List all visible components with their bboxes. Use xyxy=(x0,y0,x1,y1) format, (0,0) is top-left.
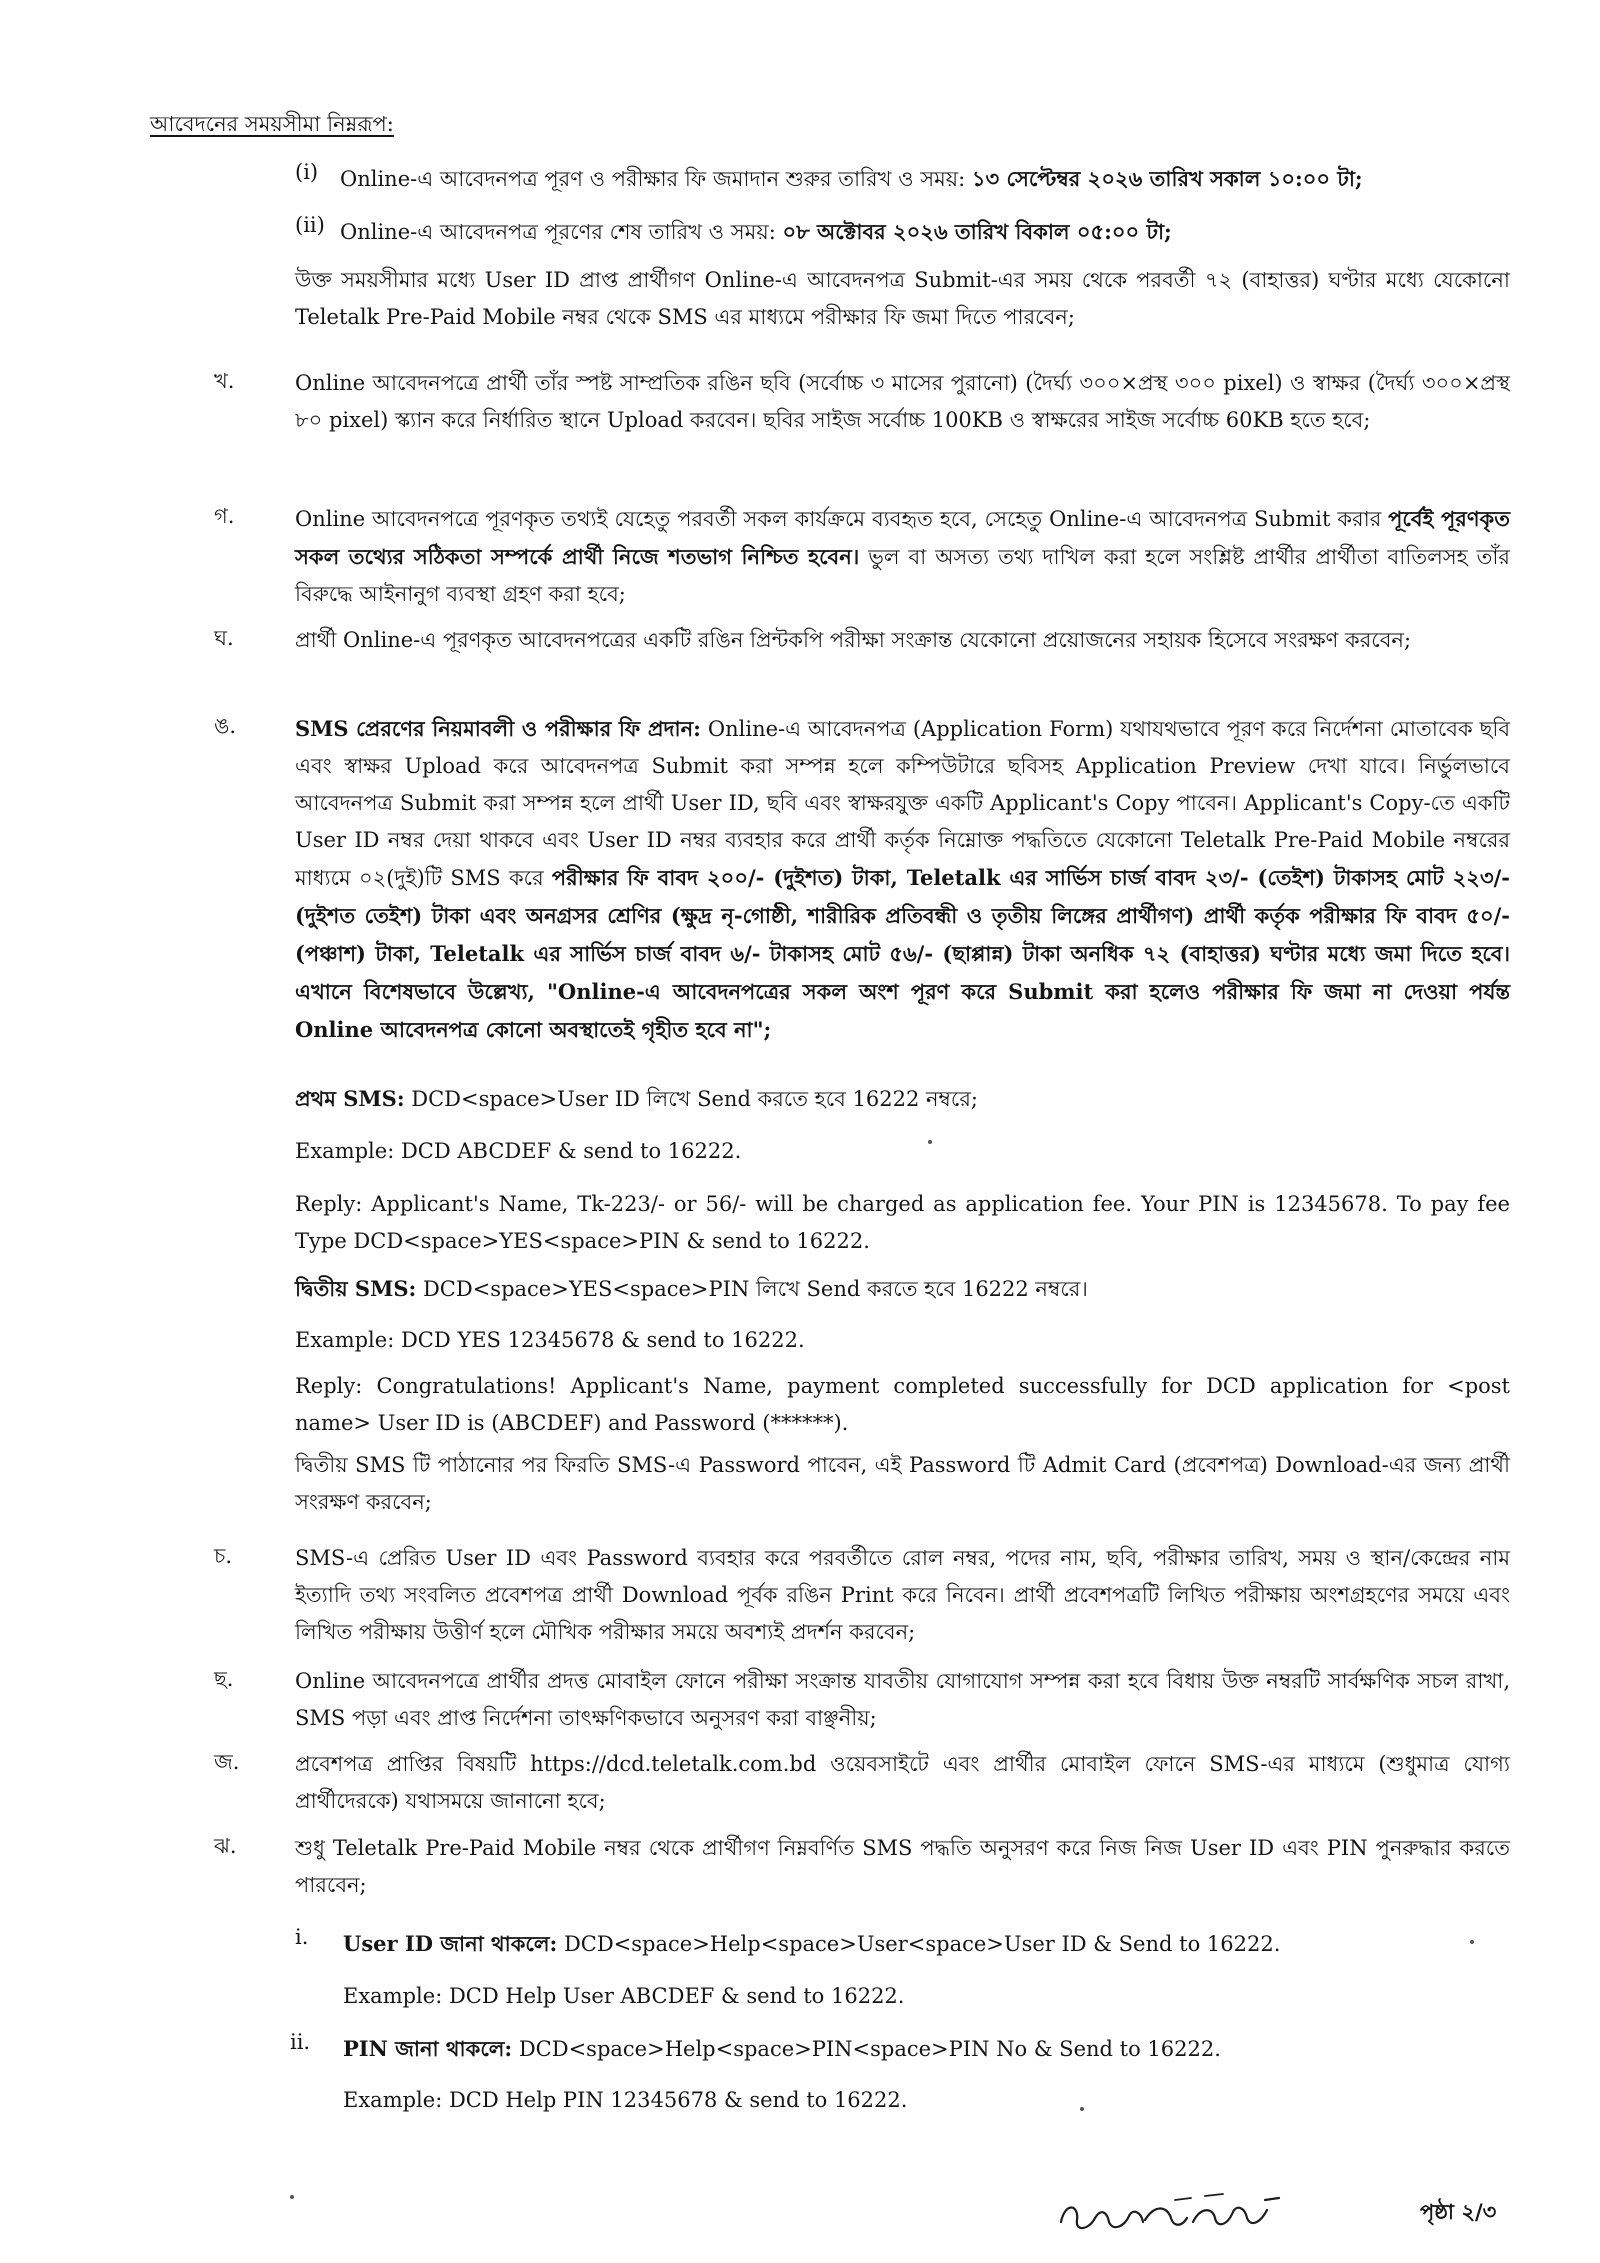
deadline-i-date: ১৩ সেপ্টেম্বর ২০২৬ তারিখ সকাল ১০:০০ টা; xyxy=(971,166,1363,191)
second-sms-example: Example: DCD YES 12345678 & send to 16222. xyxy=(295,1328,805,1352)
deadline-i-marker: (i) xyxy=(295,160,319,184)
recovery-i-marker: i. xyxy=(295,1925,309,1949)
item-ga-text-a: Online আবেদনপত্রে পূরণকৃত তথ্যই যেহেতু পরবর্তী সকল কার্যক্রমে ব্যবহৃত হবে, সেহেতু Online-এ আবেদনপত্র Submit করার xyxy=(295,507,1382,531)
item-ga-text-b: ভুল বা অসত্য তথ্য দাখিল করা হলে সংশ্লিষ্ট প্রার্থীর প্রার্থীতা বাতিলসহ তাঁর বিরুদ্ধে আইনানুগ ব্যবস্থা গ্রহণ করা হবে; xyxy=(295,545,1510,606)
second-sms-note: দ্বিতীয় SMS টি পাঠানোর পর ফিরতি SMS-এ Password পাবেন, এই Password টি Admit Card (প্রবেশপত্র) Download-এর জন্য প্রার্থী সংরক্ষণ করবেন; xyxy=(295,1453,1510,1514)
deadline-ii xyxy=(340,213,1510,251)
second-sms-line xyxy=(295,1270,1510,1308)
recovery-ii-text: DCD<space>Help<space>PIN<space>PIN No & Send to 16222. xyxy=(518,2037,1221,2061)
first-sms-text: DCD<space>User ID লিখে Send করতে হবে 16222 নম্বরে; xyxy=(411,1087,978,1111)
item-kha-text: Online আবেদনপত্রে প্রার্থী তাঁর স্পষ্ট সাম্প্রতিক রঙিন ছবি (সর্বোচ্চ ৩ মাসের পুরানো) (দৈর্ঘ্য ৩০০×প্রস্থ ৩০০ pixel) ও স্বাক্ষর (দৈর্ঘ্য ৩০০×প্রস্থ ৮০ pixel) স্ক্যান করে নির্ধারিত স্থানে Upload করবেন। ছবির সাইজ সর্বোচ্চ 100KB ও স্বাক্ষরের সাইজ সর্বোচ্চ 60KB হতে হবে; xyxy=(295,371,1510,432)
item-chha-text: Online আবেদনপত্রে প্রার্থীর প্রদত্ত মোবাইল ফোনে পরীক্ষা সংক্রান্ত যাবতীয় যোগাযোগ সম্পন্ন করা হবে বিধায় উক্ত নম্বরটি সার্বক্ষণিক সচল রাখা, SMS পড়া এবং প্রাপ্ত নির্দেশনা তাৎক্ষণিকভাবে অনুসরণ করা বাঞ্ছনীয়; xyxy=(295,1669,1510,1730)
second-sms-label: দ্বিতীয় SMS: xyxy=(295,1276,417,1301)
item-ja-text: প্রবেশপত্র প্রাপ্তির বিষয়টি https://dcd.teletalk.com.bd ওয়েবসাইটে এবং প্রার্থীর মোবাইল ফোনে SMS-এর মাধ্যমে (শুধুমাত্র যোগ্য প্রার্থীদেরকে) যথাসময়ে জানানো হবে; xyxy=(295,1752,1510,1813)
item-gha-marker: ঘ. xyxy=(214,626,234,650)
recovery-ii-label: PIN জানা থাকলে: xyxy=(343,2036,513,2061)
scan-speck xyxy=(1080,2107,1084,2111)
item-gha-text: প্রার্থী Online-এ পূরণকৃত আবেদনপত্রের একটি রঙিন প্রিন্টকপি পরীক্ষা সংক্রান্ত যেকোনো প্রয়োজনের সহায়ক হিসেবে সংরক্ষণ করবেন; xyxy=(295,628,1412,652)
page-number: পৃষ্ঠা ২/৩ xyxy=(1420,2199,1497,2224)
deadline-ii-date: ০৮ অক্টোবর ২০২৬ তারিখ বিকাল ০৫:০০ টা; xyxy=(782,219,1172,244)
item-ga xyxy=(295,500,1510,613)
recovery-i-line xyxy=(343,1925,1513,1963)
item-kha-marker: খ. xyxy=(214,369,235,393)
recovery-i-example: Example: DCD Help User ABCDEF & send to 16222. xyxy=(343,1984,905,2008)
scan-speck xyxy=(928,1140,932,1144)
deadline-heading: আবেদনের সময়সীমা নিম্নরূপ: xyxy=(150,112,394,136)
item-jha-marker: ঝ. xyxy=(214,1834,237,1858)
recovery-ii-line xyxy=(343,2030,1513,2068)
item-ja-marker: জ. xyxy=(214,1750,240,1774)
recovery-ii-example: Example: DCD Help PIN 12345678 & send to 16222. xyxy=(343,2088,908,2112)
deadline-i xyxy=(340,160,1510,198)
second-sms-reply: Reply: Congratulations! Applicant's Name, payment completed successfully for DCD application for <post name> User ID is (ABCDEF) and Password (******). xyxy=(295,1374,1510,1435)
item-umo-marker: ঙ. xyxy=(214,714,237,738)
first-sms-example: Example: DCD ABCDEF & send to 16222. xyxy=(295,1139,742,1163)
second-sms-text: DCD<space>YES<space>PIN লিখে Send করতে হবে 16222 নম্বরে। xyxy=(422,1277,1088,1301)
recovery-i-text: DCD<space>Help<space>User<space>User ID & Send to 16222. xyxy=(563,1932,1281,1956)
item-umo-text-bold: পরীক্ষার ফি বাবদ ২০০/- (দুইশত) টাকা, Teletalk এর সার্ভিস চার্জ বাবদ ২৩/- (তেইশ) টাকাসহ মোট ২২৩/- (দুইশত তেইশ) টাকা এবং অনগ্রসর শ্রেণির (ক্ষুদ্র নৃ-গোষ্ঠী, শারীরিক প্রতিবন্ধী ও তৃতীয় লিঙ্গের প্রার্থীগণ) প্রার্থী কর্তৃক পরীক্ষার ফি বাবদ ৫০/- (পঞ্চাশ) টাকা, Teletalk এর সার্ভিস চার্জ বাবদ ৬/- টাকাসহ মোট ৫৬/- (ছাপ্পান্ন) টাকা অনধিক ৭২ (বাহাত্তর) ঘণ্টার মধ্যে জমা দিতে হবে। এখানে বিশেষভাবে উল্লেখ্য, "Online-এ আবেদনপত্রের সকল অংশ পূরণ করে Submit করা হলেও পরীক্ষার ফি জমা না দেওয়া পর্যন্ত Online আবেদনপত্র কোনো অবস্থাতেই গৃহীত হবে না"; xyxy=(295,865,1510,1042)
deadline-i-text: Online-এ আবেদনপত্র পূরণ ও পরীক্ষার ফি জমাদান শুরুর তারিখ ও সময়: xyxy=(340,167,966,191)
item-umo xyxy=(295,710,1510,1049)
item-umo-title: SMS প্রেরণের নিয়মাবলী ও পরীক্ষার ফি প্রদান: xyxy=(295,716,701,741)
deadline-note: উক্ত সময়সীমার মধ্যে User ID প্রাপ্ত প্রার্থীগণ Online-এ আবেদনপত্র Submit-এর সময় থেকে পরবর্তী ৭২ (বাহাত্তর) ঘণ্টার মধ্যে যেকোনো Teletalk Pre-Paid Mobile নম্বর থেকে SMS এর মাধ্যমে পরীক্ষার ফি জমা দিতে পারবেন; xyxy=(295,268,1510,329)
item-umo-text-a: Online-এ আবেদনপত্র (Application Form) যথাযথভাবে পূরণ করে নির্দেশনা মোতাবেক ছবি এবং স্বাক্ষর Upload করে আবেদনপত্র Submit করা সম্পন্ন হলে কম্পিউটারে ছবিসহ Application Preview দেখা যাবে। নির্ভুলভাবে আবেদনপত্র Submit করা সম্পন্ন হলে প্রার্থী User ID, ছবি এবং স্বাক্ষরযুক্ত একটি Applicant's Copy পাবেন। Applicant's Copy-তে একটি User ID নম্বর দেয়া থাকবে এবং User ID নম্বর ব্যবহার করে প্রার্থী কর্তৃক নিম্নোক্ত পদ্ধতিতে যেকোনো Teletalk Pre-Paid Mobile নম্বরের মাধ্যমে ০২(দুই)টি SMS করে xyxy=(295,717,1511,890)
signature-image xyxy=(1055,2182,1285,2242)
recovery-i-label: User ID জানা থাকলে: xyxy=(343,1931,558,1956)
deadline-ii-marker: (ii) xyxy=(295,213,325,237)
item-cha-marker: চ. xyxy=(214,1544,233,1568)
first-sms-reply: Reply: Applicant's Name, Tk-223/- or 56/- will be charged as application fee. Your PIN is 12345678. To pay fee Type DCD<space>YES<space>PIN & send to 16222. xyxy=(295,1192,1510,1253)
item-ga-marker: গ. xyxy=(214,504,235,528)
recovery-ii-marker: ii. xyxy=(290,2030,311,2054)
item-chha-marker: ছ. xyxy=(214,1667,234,1691)
scan-speck xyxy=(290,2195,294,2199)
item-cha-text: SMS-এ প্রেরিত User ID এবং Password ব্যবহার করে পরবর্তীতে রোল নম্বর, পদের নাম, ছবি, পরীক্ষার তারিখ, সময় ও স্থান/কেন্দ্রের নাম ইত্যাদি তথ্য সংবলিত প্রবেশপত্র প্রার্থী Download পূর্বক রঙিন Print করে নিবেন। প্রার্থী প্রবেশপত্রটি লিখিত পরীক্ষায় অংশগ্রহণের সময়ে এবং লিখিত পরীক্ষায় উত্তীর্ণ হলে মৌখিক পরীক্ষার সময়ে অবশ্যই প্রদর্শন করবেন; xyxy=(295,1546,1510,1644)
item-ga-text-bold: পূর্বেই পূরণকৃত সকল তথ্যের সঠিকতা সম্পর্কে প্রার্থী নিজে শতভাগ নিশ্চিত হবেন। xyxy=(295,506,1510,569)
first-sms-line xyxy=(295,1080,1510,1118)
item-jha-text: শুধু Teletalk Pre-Paid Mobile নম্বর থেকে প্রার্থীগণ নিম্নবর্ণিত SMS পদ্ধতি অনুসরণ করে নিজ নিজ User ID এবং PIN পুনরুদ্ধার করতে পারবেন; xyxy=(295,1836,1510,1897)
deadline-ii-text: Online-এ আবেদনপত্র পূরণের শেষ তারিখ ও সময়: xyxy=(340,220,776,244)
first-sms-label: প্রথম SMS: xyxy=(295,1086,405,1111)
scan-speck xyxy=(1470,1940,1474,1944)
